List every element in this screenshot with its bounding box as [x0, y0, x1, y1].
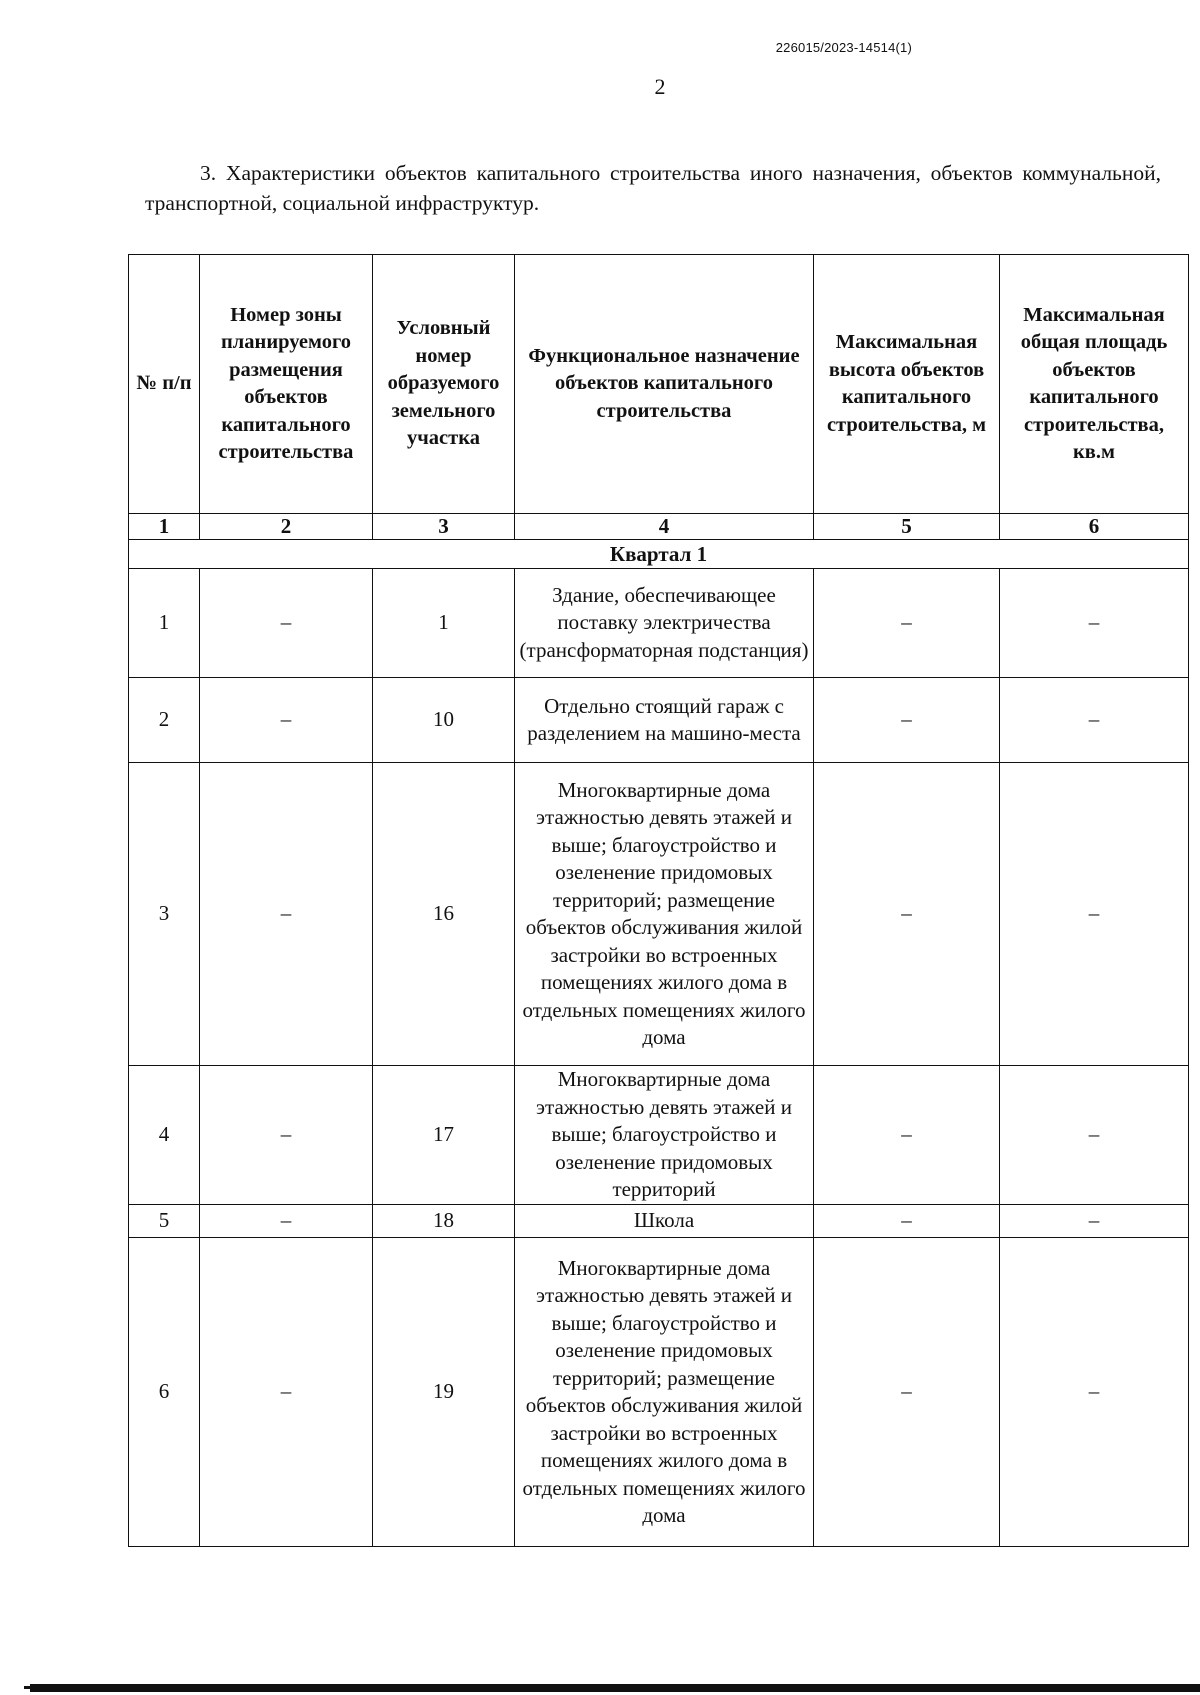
row-area: – — [1000, 678, 1189, 763]
row-area: – — [1000, 569, 1189, 678]
table-row — [129, 569, 1189, 678]
header-zone: Номер зоны планируемого размещения объектов капитального строительства — [200, 255, 373, 514]
document-number: 226015/2023-14514(1) — [775, 40, 912, 55]
row-num: 3 — [129, 763, 200, 1066]
row-height: – — [814, 678, 1000, 763]
row-num: 6 — [129, 1238, 200, 1547]
row-num: 5 — [129, 1205, 200, 1238]
row-area: – — [1000, 1066, 1189, 1205]
row-num: 2 — [129, 678, 200, 763]
page-number: 2 — [654, 74, 666, 99]
column-number: 2 — [200, 514, 373, 540]
row-zone: – — [200, 1238, 373, 1547]
row-function: Школа — [515, 1205, 814, 1238]
header-num: № п/п — [129, 255, 200, 514]
row-function: Многоквартирные дома этажностью девять этажей и выше; благоустройство и озеленение придомовых территорий; размещение объектов обслуживания жилой застройки во встроенных помещениях жилого дома в отдельных помещениях жилого дома — [515, 763, 814, 1066]
header-plot: Условный номер образуемого земельного участка — [373, 255, 515, 514]
row-zone: – — [200, 763, 373, 1066]
row-plot: 18 — [373, 1205, 515, 1238]
column-number: 6 — [1000, 514, 1189, 540]
column-number-row — [129, 514, 1189, 540]
scan-edge-bar — [30, 1684, 1200, 1692]
row-plot: 1 — [373, 569, 515, 678]
row-area: – — [1000, 763, 1189, 1066]
column-number: 4 — [515, 514, 814, 540]
table-row — [129, 1066, 1189, 1205]
column-number: 5 — [814, 514, 1000, 540]
row-zone: – — [200, 569, 373, 678]
row-zone: – — [200, 678, 373, 763]
row-num: 1 — [129, 569, 200, 678]
row-height: – — [814, 1205, 1000, 1238]
header-function: Функциональное назначение объектов капитального строительства — [515, 255, 814, 514]
characteristics-table — [128, 254, 1189, 1547]
row-function: Многоквартирные дома этажностью девять этажей и выше; благоустройство и озеленение придомовых территорий — [515, 1066, 814, 1205]
row-plot: 19 — [373, 1238, 515, 1547]
row-function: Отдельно стоящий гараж с разделением на машино-места — [515, 678, 814, 763]
row-plot: 10 — [373, 678, 515, 763]
row-function: Многоквартирные дома этажностью девять этажей и выше; благоустройство и озеленение придомовых территорий; размещение объектов обслуживания жилой застройки во встроенных помещениях жилого дома в отдельных помещениях жилого дома — [515, 1238, 814, 1547]
row-area: – — [1000, 1238, 1189, 1547]
table-row — [129, 678, 1189, 763]
section-row — [129, 540, 1189, 569]
column-number: 3 — [373, 514, 515, 540]
row-plot: 16 — [373, 763, 515, 1066]
row-height: – — [814, 569, 1000, 678]
row-area: – — [1000, 1205, 1189, 1238]
header-max-height: Максимальная высота объектов капитального строительства, м — [814, 255, 1000, 514]
row-height: – — [814, 763, 1000, 1066]
table-row — [129, 763, 1189, 1066]
header-max-area: Максимальная общая площадь объектов капитального строительства, кв.м — [1000, 255, 1189, 514]
row-height: – — [814, 1066, 1000, 1205]
row-height: – — [814, 1238, 1000, 1547]
intro-paragraph: 3. Характеристики объектов капитального строительства иного назначения, объектов коммунальной, транспортной, социальной инфраструктур. — [145, 161, 1161, 215]
table-row — [129, 1205, 1189, 1238]
row-function: Здание, обеспечивающее поставку электричества (трансформаторная подстанция) — [515, 569, 814, 678]
table-row — [129, 1238, 1189, 1547]
row-zone: – — [200, 1205, 373, 1238]
column-number: 1 — [129, 514, 200, 540]
row-zone: – — [200, 1066, 373, 1205]
row-plot: 17 — [373, 1066, 515, 1205]
section-title: Квартал 1 — [129, 540, 1189, 569]
row-num: 4 — [129, 1066, 200, 1205]
header-row — [129, 255, 1189, 514]
